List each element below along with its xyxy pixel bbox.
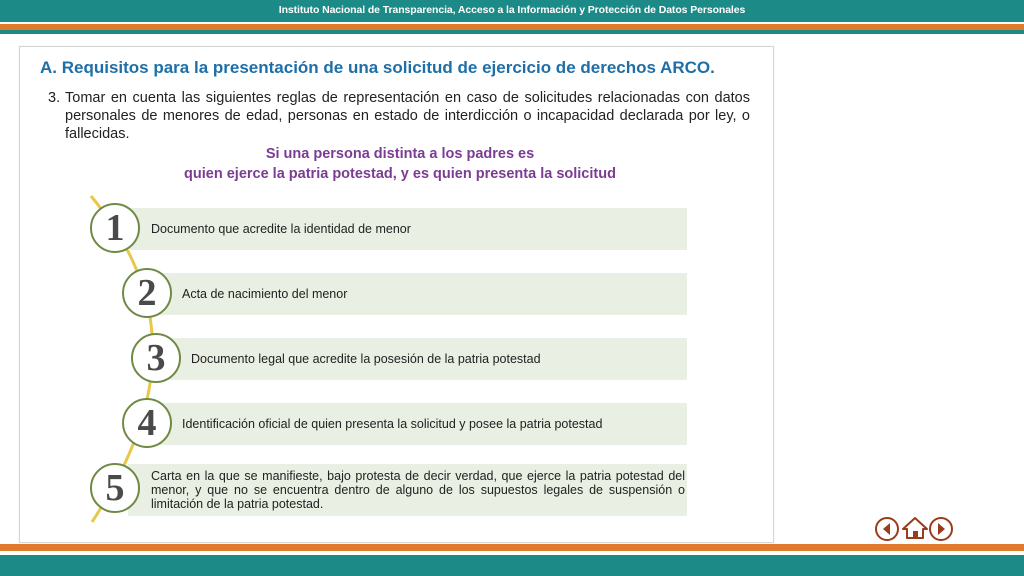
step-number-3: 3	[131, 333, 181, 383]
rule-paragraph	[48, 89, 750, 143]
arrow-left-icon	[880, 522, 894, 536]
step-text-5: Carta en la que se manifieste, bajo protesta de decir verdad, que ejerce la patria potestad del menor, y que no se encuentra dentro de alguno de los supuestos legales de suspensión o limitación de la patria potestad.	[151, 469, 685, 511]
step-bar-4	[158, 403, 687, 445]
step-text-3: Documento legal que acredite la posesión de la patria potestad	[191, 352, 541, 366]
step-number-1: 1	[90, 203, 140, 253]
step-bar-5	[128, 464, 687, 516]
step-number-5: 5	[90, 463, 140, 513]
section-heading: A. Requisitos para la presentación de una solicitud de ejercicio de derechos ARCO.	[40, 58, 715, 77]
arrow-right-icon	[934, 522, 948, 536]
step-number-2: 2	[122, 268, 172, 318]
header-bar	[0, 0, 1024, 22]
footer-stripe-orange	[0, 544, 1024, 551]
home-button[interactable]	[902, 516, 928, 540]
subtitle-line-1: Si una persona distinta a los padres es	[265, 146, 535, 162]
back-button[interactable]	[875, 517, 899, 541]
step-bar-2	[158, 273, 687, 315]
next-button[interactable]	[929, 517, 953, 541]
paragraph-number: 3.	[48, 90, 61, 106]
step-bar-1	[128, 208, 687, 250]
step-text-4: Identificación oficial de quien presenta la solicitud y posee la patria potestad	[182, 417, 603, 431]
paragraph-text: Tomar en cuenta las siguientes reglas de representación en caso de solicitudes relacionadas con datos personales de menores de edad, personas en estado de interdicción o incapacidad declarada por ley, o fallecidas.	[65, 90, 750, 142]
step-text-1: Documento que acredite la identidad de menor	[151, 222, 411, 236]
step-bar-3	[166, 338, 687, 380]
header-stripe-teal	[0, 30, 1024, 34]
footer-bar	[0, 555, 1024, 576]
header-title: Instituto Nacional de Transparencia, Acceso a la Información y Protección de Datos Personales	[278, 4, 746, 16]
step-number-4: 4	[122, 398, 172, 448]
subtitle-line-2: quien ejerce la patria potestad, y es quien presenta la solicitud	[184, 166, 616, 182]
step-text-2: Acta de nacimiento del menor	[182, 287, 348, 301]
home-icon	[902, 516, 928, 540]
